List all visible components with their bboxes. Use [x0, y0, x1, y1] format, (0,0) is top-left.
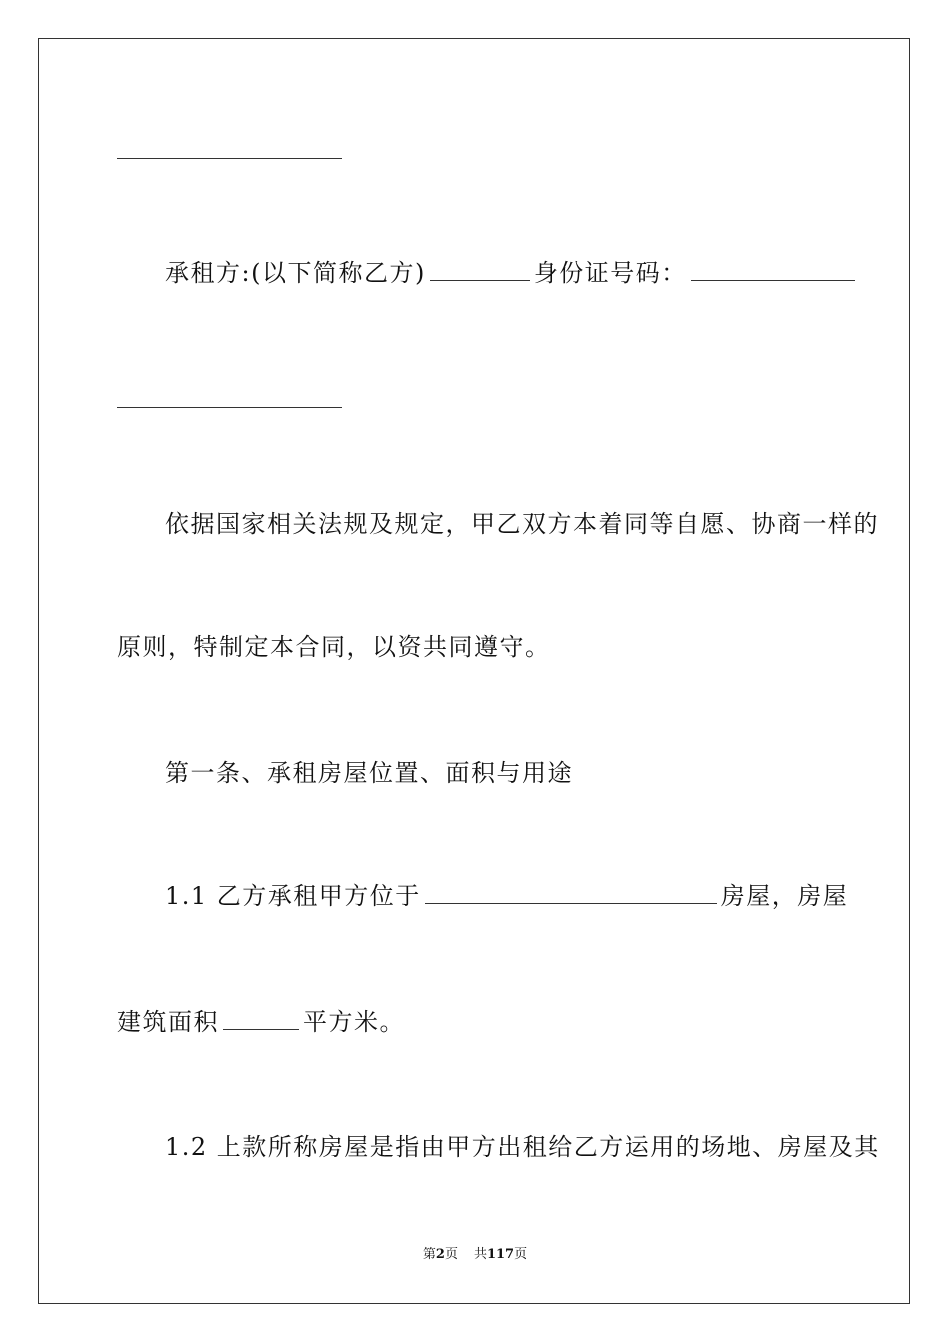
- footer-total-prefix: 共: [473, 1247, 487, 1262]
- tenant-name-blank: [430, 260, 530, 281]
- page-frame: [38, 38, 910, 1304]
- footer-page-prefix: 第: [422, 1247, 436, 1262]
- clause-1-1-line: [165, 881, 848, 911]
- tenant-line: [165, 258, 859, 288]
- blank-line-middle: [117, 407, 342, 408]
- clause-1-1-suffix: 房屋，房屋: [720, 882, 849, 910]
- blank-line-top: [117, 158, 342, 159]
- intro-line-1: 依据国家相关法规及规定，甲乙双方本着同等自愿、协商一样的: [165, 510, 879, 538]
- clause-1-1-prefix: 1.1 乙方承租甲方位于: [165, 882, 421, 910]
- footer-page-total: 117: [486, 1247, 515, 1262]
- tenant-label: 承租方:(以下简称乙方): [165, 259, 426, 287]
- clause-1-2-line: 1.2 上款所称房屋是指由甲方出租给乙方运用的场地、房屋及其: [165, 1133, 880, 1161]
- clause-1-1-area-prefix: 建筑面积: [117, 1008, 219, 1036]
- footer-total-unit: 页: [514, 1247, 528, 1262]
- clause-1-1-area-line: [117, 1007, 405, 1037]
- tenant-id-blank: [691, 260, 855, 281]
- intro-line-2: 原则，特制定本合同，以资共同遵守。: [117, 633, 551, 661]
- house-location-blank: [425, 883, 717, 904]
- page-footer: [0, 1246, 950, 1264]
- tenant-id-label: 身份证号码：: [533, 259, 687, 287]
- footer-page-current: 2: [435, 1247, 445, 1262]
- clause-1-1-area-suffix: 平方米。: [303, 1008, 405, 1036]
- footer-page-unit: 页: [444, 1247, 458, 1262]
- article-1-title: 第一条、承租房屋位置、面积与用途: [165, 759, 573, 787]
- area-blank: [223, 1009, 299, 1030]
